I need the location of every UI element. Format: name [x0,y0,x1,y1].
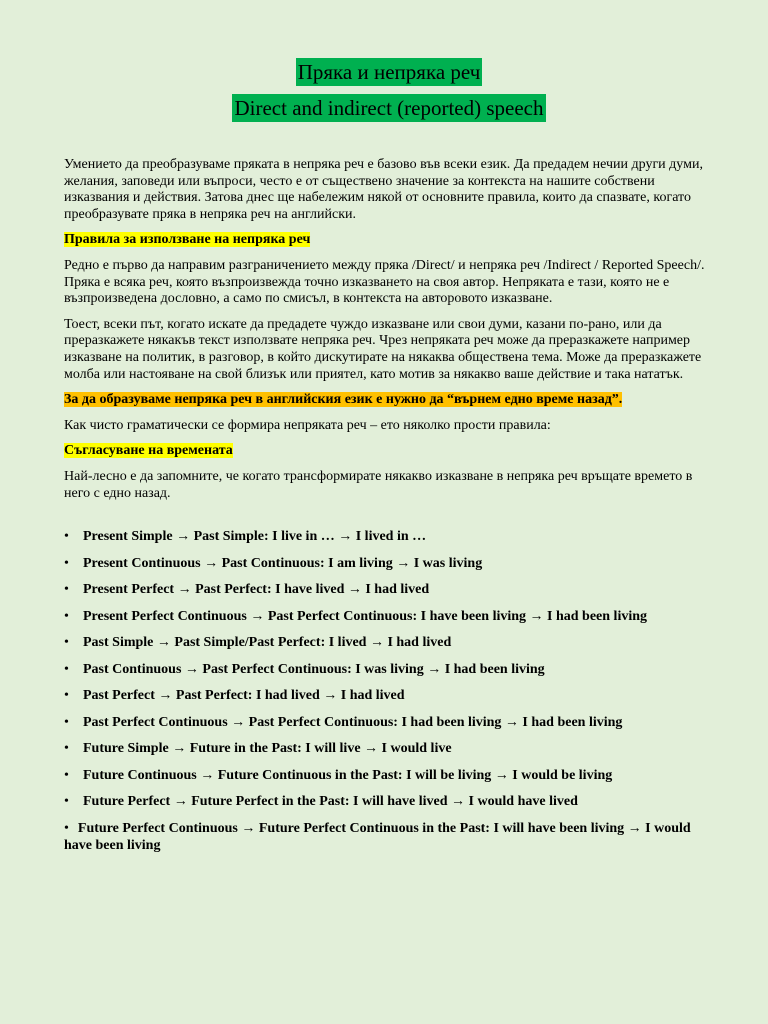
list-item [64,555,714,572]
list-item-text: Past Continuous → Past Perfect Continuous: I was living → I had been living [83,661,545,677]
list-item [64,634,714,651]
tense-shift-paragraph: Най-лесно е да запомните, че когато трансформирате някакво изказване в непряка реч връщате времето в него с едно назад. [64,468,693,501]
bullet-icon: • [64,741,69,757]
list-item-text: Future Simple → Future in the Past: I will live → I would live [83,741,452,757]
list-item [64,793,714,810]
tense-rules-list [64,528,714,854]
list-item-text: Future Continuous → Future Continuous in the Past: I will be living → I would be living [83,767,613,783]
grammar-intro-paragraph: Как чисто граматически се формира непряката реч – ето няколко прости правила: [64,417,551,433]
list-item [64,528,714,545]
list-item [64,661,714,678]
bullet-icon: • [64,608,69,624]
list-item-text: Present Continuous → Past Continuous: I am living → I was living [83,555,483,571]
rules-heading-line [64,232,714,249]
bullet-icon: • [64,582,69,598]
list-item [64,820,714,854]
agreement-heading: Съгласуване на времената [64,443,233,459]
usage-paragraph: Тоест, всеки път, когато искате да предадете чуждо изказване или свои думи, казани по-рано, или да преразкажете някакъв текст използвате непряка реч. Чрез непряката реч може да преразкажете например изказване на политик, в разговор, в който дискутирате на някаква обществена тема. Може да преразкажете молба или настояване на свой близък или приятел, като мотив за някакво ваше действие и така нататък. [64,316,702,382]
list-item [64,767,714,784]
bullet-icon: • [64,794,69,810]
agreement-heading-line [64,443,714,460]
list-item-text: Present Simple → Past Simple: I live in … → I lived in … [83,529,427,545]
title-bulgarian: Пряка и непряка реч [297,60,481,84]
bullet-icon: • [64,635,69,651]
document-page [64,0,714,863]
list-item-text: Past Simple → Past Simple/Past Perfect: I lived → I had lived [83,635,452,651]
title-english: Direct and indirect (reported) speech [234,96,544,120]
key-point-line [64,392,714,409]
rules-heading: Правила за използване на непряка реч [64,232,311,248]
definition-paragraph: Редно е първо да направим разграничението между пряка /Direct/ и непряка реч /Indirect / Reported Speech/. Пряка е всяка реч, която възпроизвежда точно изказването на своя автор. Непряката е тази, която не е възпроизведена дословно, а само по смисъл, в контекста на авторовото изказване. [64,257,705,307]
bullet-icon: • [64,529,69,545]
list-item [64,714,714,731]
list-item-text: Present Perfect Continuous → Past Perfect Continuous: I have been living → I had been living [83,608,648,624]
intro-paragraph: Умението да преобразуваме пряката в непряка реч е базово във всеки език. Да предадем нечии други думи, желания, заповеди или въпроси, често е от съществено значение за контекста на нашите собствени изказвания и действия. Затова днес ще набележим някой от основните правила, които да спазвате, когато преобразувате пряка в непряка реч на английски. [64,157,703,222]
bullet-icon: • [64,661,69,677]
list-item-text: Past Perfect → Past Perfect: I had lived → I had lived [83,688,405,704]
list-item [64,581,714,598]
list-item-text: Past Perfect Continuous → Past Perfect Continuous: I had been living → I had been living [83,714,623,730]
bullet-icon: • [64,767,69,783]
list-item-text: Future Perfect Continuous → Future Perfect Continuous in the Past: I will have been living → I would have been living [64,820,691,853]
bullet-icon: • [64,714,69,730]
bullet-icon: • [64,688,69,704]
document-body [64,157,714,854]
bullet-icon: • [64,820,69,836]
list-item-text: Future Perfect → Future Perfect in the Past: I will have lived → I would have lived [83,794,578,810]
list-item [64,740,714,757]
list-item [64,687,714,704]
list-item [64,608,714,625]
title-block [64,58,714,130]
list-item-text: Present Perfect → Past Perfect: I have lived → I had lived [83,582,430,598]
key-point-highlight: За да образуваме непряка реч в английския език е нужно да “върнем едно време назад”. [64,392,623,408]
bullet-icon: • [64,555,69,571]
